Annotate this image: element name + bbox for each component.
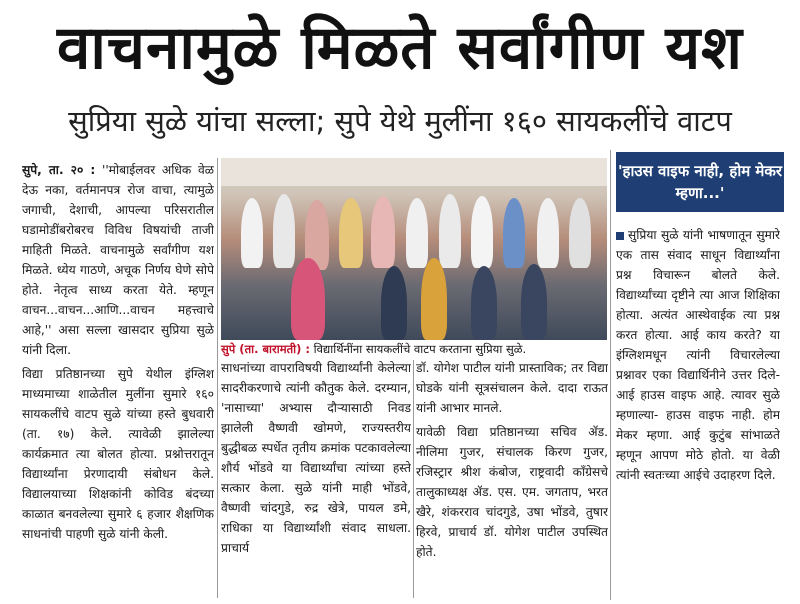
photo-person [439, 194, 461, 268]
headline: वाचनामुळे मिळते सर्वांगीण यश [57, 13, 743, 83]
sidebar-title: 'हाउस वाइफ नाही, होम मेकर म्हणा...' [616, 152, 784, 212]
caption-text: विद्यार्थिनींना सायकलींचे वाटप करताना सुप्रिया सुळे. [313, 342, 527, 356]
article-column-1 [22, 160, 214, 600]
photo-caption [221, 340, 607, 358]
photo-person [503, 198, 525, 268]
column-divider [217, 158, 218, 598]
dateline: सुपे, ता. २० : [22, 163, 96, 177]
photo-person [381, 266, 407, 340]
photo-person [371, 196, 395, 268]
photo-person [521, 264, 547, 340]
photo-person [241, 198, 263, 268]
square-bullet-icon [616, 232, 624, 240]
news-photo [221, 158, 607, 340]
article-column-3 [416, 358, 608, 598]
paragraph-3: साधनांच्या वापराविषयी विद्यार्थ्यांनी केलेल्या सादरीकरणाचे त्यांनी कौतुक केले. दरम्यान, 'नासाच्या' अभ्यास दौऱ्यासाठी निवड झालेली वैष्णवी खोमणे, राज्यस्तरीय बुद्धीबळ स्पर्धेत तृतीय क्रमांक पटकावलेल्या शौर्य भोंडवे या विद्यार्थ्यांचा त्यांच्या हस्ते सत्कार केला. सुळे यांनी माही भोंडवे, वैष्णवी चांदगुडे, रुद्र खेत्रे, पायल डमे, राधिका या विद्यार्थ्यांशी संवाद साधला. प्राचार्य [221, 361, 411, 555]
photo-person [471, 266, 497, 340]
photo-person [421, 258, 447, 340]
photo-person [273, 194, 295, 268]
paragraph-1 [22, 160, 214, 360]
photo-person [339, 198, 363, 268]
photo-person [291, 258, 325, 340]
photo-person [537, 198, 559, 268]
sidebar-column [616, 225, 780, 600]
photo-person [471, 196, 493, 268]
photo-banner [221, 158, 607, 186]
caption-place: सुपे (ता. बारामती) : [221, 342, 310, 356]
sidebar-text: सुप्रिया सुळे यांनी भाषणातून सुमारे एक तास संवाद साधून विद्यार्थ्यांना प्रश्न विचारून बोलते केले. विद्यार्थ्यांच्या दृष्टीने त्या आज शिक्षिका होत्या. अत्यंत आस्थेवाईक त्या प्रश्न करत होत्या. आई काय करते? या इंग्लिशमधून त्यांनी विचारलेल्या प्रश्नावर एका विद्यार्थिनीने उत्तर दिले- आई हाउस वाइफ आहे. त्यावर सुळे म्हणाल्या- हाउस वाइफ नाही. होम मेकर म्हणा. आई कुटुंब सांभाळते म्हणून आपण मोठे होतो. या वेळी त्यांनी स्वतःच्या आईचे उदाहरण दिले. [616, 228, 780, 482]
subheadline: सुप्रिया सुळे यांचा सल्ला; सुपे येथे मुलींना १६० सायकलींचे वाटप [68, 104, 732, 138]
photo-person [406, 198, 428, 268]
paragraph-1-text: ''मोबाईलवर अधिक वेळ देऊ नका, वर्तमानपत्र रोज वाचा, त्यामुळे जगाची, देशाची, आपल्या परिसरातील घडामोडींबरोबरच विविध विषयांची ताजी माहिती मिळते. वाचनामुळे सर्वांगीण यश मिळते. ध्येय गाठणे, अचूक निर्णय घेणे सोपे होते. नेतृत्व साध्य करता येते. म्हणून वाचन...वाचन...आणि...वाचन महत्त्वाचे आहे,'' असा सल्ला खासदार सुप्रिया सुळे यांनी दिला. [22, 163, 214, 357]
sidebar-paragraph [616, 225, 780, 485]
column-divider [413, 360, 414, 598]
article-column-2 [221, 358, 411, 598]
paragraph-5: यावेळी विद्या प्रतिष्ठानच्या सचिव ॲड. नीलिमा गुजर, संचालक किरण गुजर, रजिस्ट्रार श्रीश कंबोज, राष्ट्रवादी काँग्रेसचे तालुकाध्यक्ष ॲड. एस. एम. जगताप, भरत खैरे, शंकरराव चांदगुडे, उषा भोंडवे, तुषार हिरवे, प्राचार्य डॉ. योगेश पाटील उपस्थित होते. [416, 425, 608, 559]
paragraph-2: विद्या प्रतिष्ठानच्या सुपे येथील इंग्लिश माध्यमाच्या शाळेतील मुलींना सुमारे १६० सायकलींचे वाटप सुळे यांच्या हस्ते बुधवारी (ता. १७) केले. त्यावेळी झालेल्या कार्यक्रमात त्या बोलत होत्या. प्रश्नोत्तरातून विद्यार्थ्यांना प्रेरणादायी संबोधन केले. विद्यालयाच्या शिक्षकांनी कोविड बंदच्या काळात बनवलेल्या सुमारे ६ हजार शैक्षणिक साधनांची पाहणी सुळे यांनी केली. [22, 367, 214, 541]
paragraph-4: डॉ. योगेश पाटील यांनी प्रास्ताविक; तर विद्या घोडके यांनी सूत्रसंचालन केले. दादा राऊत यांनी आभार मानले. [416, 361, 608, 415]
column-divider [610, 150, 611, 600]
photo-person [569, 198, 591, 268]
